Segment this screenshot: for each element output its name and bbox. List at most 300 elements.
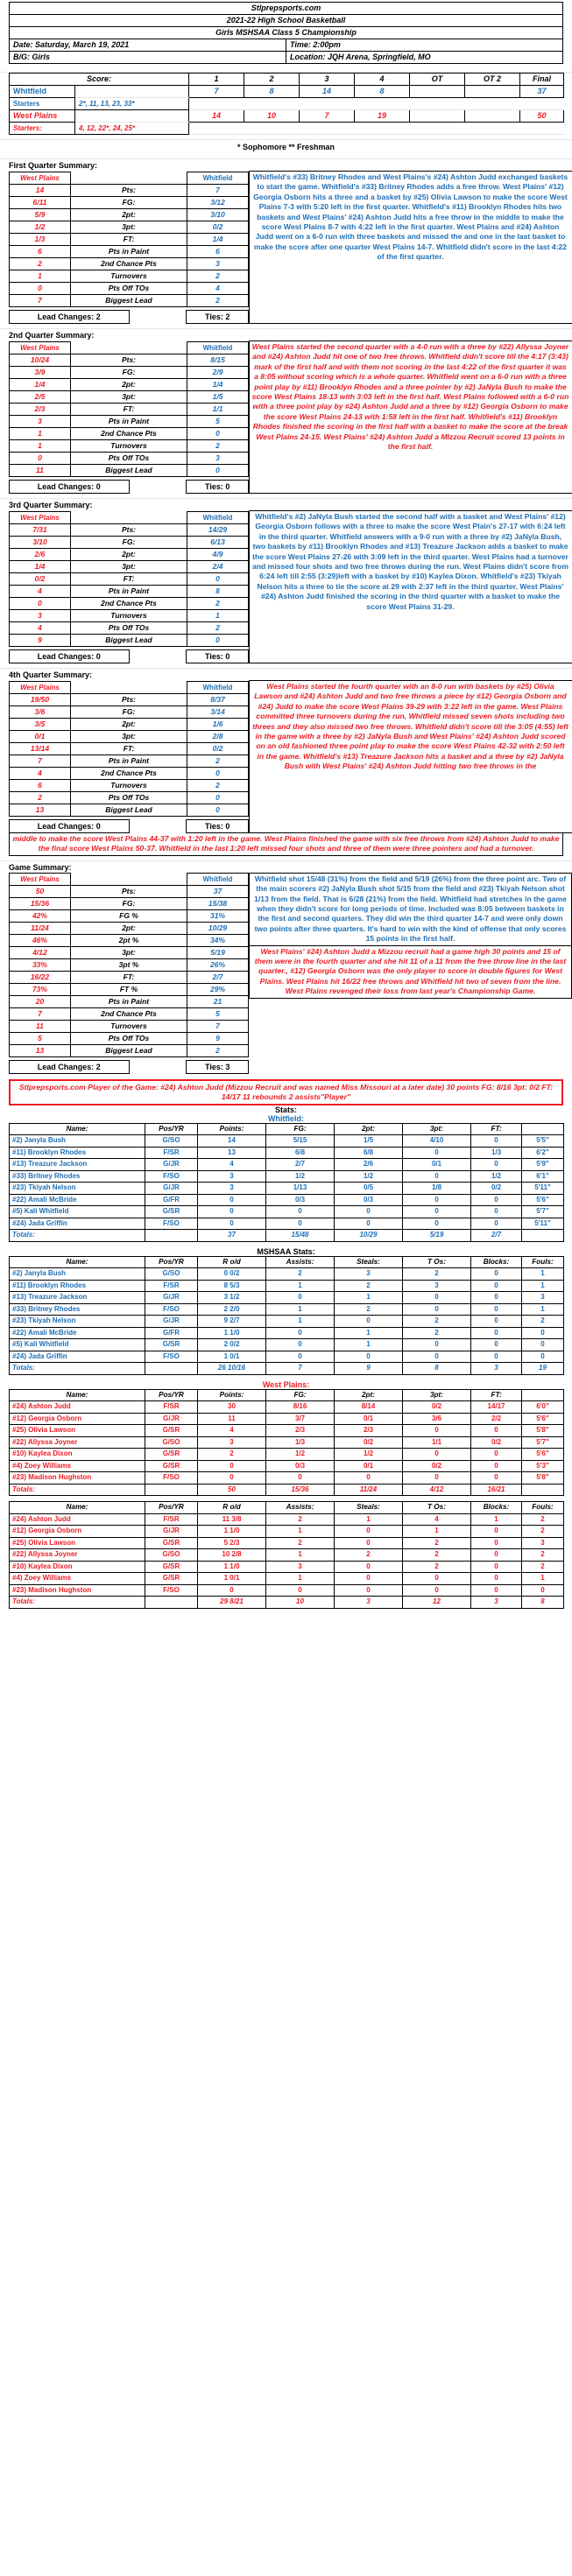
- cell-whitfield-box-table-1-p3: 0: [403, 1147, 471, 1159]
- cell-whitfield-box-table-6-fg: 0: [266, 1206, 335, 1218]
- table-row: [10, 1584, 564, 1597]
- gs-home-5: 5/19: [187, 946, 249, 958]
- stat-label-3-6: 2nd Chance Pts: [70, 767, 187, 779]
- cell-whitfield-box-table-7-name: #24) Jada Griffin: [10, 1218, 145, 1230]
- cell-whitfield-adv-table-7-pos: F/SO: [145, 1351, 198, 1363]
- cell-whitfield-box-table-3-ft: 1/2: [471, 1170, 522, 1183]
- empty-cell: [75, 110, 189, 123]
- cell-whitfield-adv-table-4-stl: 0: [335, 1316, 403, 1328]
- table-row: [10, 730, 249, 742]
- cell-westplains-box-table-1-p3: 3/6: [403, 1413, 471, 1425]
- table-row: [10, 922, 249, 934]
- whitfield-section-label: Whitfield:: [268, 1113, 304, 1123]
- table-row: [10, 885, 249, 897]
- table-row: [10, 208, 249, 221]
- gs-home-13: 2: [187, 1044, 249, 1056]
- gs-label-3: 2pt:: [70, 922, 187, 934]
- gs-label-5: 3pt:: [70, 946, 187, 958]
- stat-home-2-2: 4/9: [187, 548, 249, 560]
- whitfield-q1: 7: [189, 86, 244, 98]
- stat-label-2-3: 3pt:: [70, 560, 187, 572]
- cell-whitfield-box-table-0-ht: 5'5": [522, 1135, 564, 1148]
- cell-westplains-adv-table-1-ast: 1: [266, 1526, 335, 1538]
- stat-home-1-9: 0: [187, 464, 249, 476]
- lead-changes-2: Lead Changes: 0: [10, 649, 130, 663]
- cell-westplains-adv-table-4-reb: 1 1/0: [198, 1561, 266, 1573]
- cell-whitfield-adv-table-0-ast: 2: [266, 1268, 335, 1281]
- cell-westplains-adv-table-2-to: 2: [403, 1537, 471, 1549]
- stat-home-3-2: 1/6: [187, 718, 249, 730]
- quarter-stats-1: [9, 341, 249, 477]
- period-header-final: Final: [520, 74, 564, 86]
- table-row: [10, 415, 249, 427]
- table-row: [10, 1135, 564, 1148]
- away-header-2: West Plains: [10, 511, 71, 523]
- cell-whitfield-box-table-5-ht: 5'6": [522, 1194, 564, 1206]
- table-row: [10, 1316, 564, 1328]
- table-row: [10, 184, 249, 196]
- stat-away-0-3: 1/2: [10, 221, 71, 233]
- stat-label-1-7: Turnovers: [70, 439, 187, 452]
- cell-whitfield-box-table-0-pos: G/SO: [145, 1135, 198, 1148]
- cell-whitfield-adv-table-0-name: #2) Janyla Bush: [10, 1268, 145, 1281]
- quarter-narrative-2: Whitfield's #2) JaNyla Bush started the second half with a basket and West Plains' #12) Georgia Osborn follows with a three to make the score West Plain's 27-17 with 6:24 left in the third quarter. Whitfield answers with a 9-0 run with a three by #2) JaNyla Bush, two baskets by #11) Brooklyn Rhodes and #13) Treazure Jackson adds a basket to make the score West Plains 27-26 with 3:09 left in the third quarter. West Plains had a turnover and missed four shots and two free throws during the run. West Plains didn't score from 6:24 left till 2:55 (3:29)left with a basket by #10) Kaylea Dixon. Whitfield's #23) Tkiyah Nelson hits a three to tie the score at 29 with 2:37 left in the third quarter. West Plains' #24) Ashton Judd finished the scoring in the third quarter with a basket to make the score West Plains 31-29.: [249, 511, 572, 663]
- gs-away-5: 4/12: [10, 946, 71, 958]
- cell-westplains-box-table-3-p2: 0/2: [335, 1436, 403, 1449]
- table-row: [10, 233, 249, 245]
- cell-westplains-box-table-2-pos: G/SR: [145, 1425, 198, 1437]
- cell-whitfield-adv-table-2-to: 0: [403, 1292, 471, 1304]
- col-header-2: R o/d: [198, 1502, 266, 1514]
- cell-whitfield-box-table-3-pos: F/SO: [145, 1170, 198, 1183]
- table-row: [10, 705, 249, 718]
- stat-label-1-2: 2pt:: [70, 378, 187, 390]
- cell-whitfield-box-table-2-ft: 0: [471, 1159, 522, 1171]
- table-row: [10, 1449, 564, 1461]
- cell-westplains-adv-table-5-foul: 1: [522, 1573, 564, 1585]
- ties-2: Ties: 0: [187, 649, 249, 663]
- totals-westplains-adv-table-name: Totals:: [10, 1597, 145, 1609]
- stat-away-2-7: 3: [10, 609, 71, 621]
- table-row: [10, 1183, 564, 1195]
- empty-cell: [129, 819, 187, 832]
- stat-away-1-9: 11: [10, 464, 71, 476]
- cell-westplains-adv-table-2-foul: 3: [522, 1537, 564, 1549]
- table-row: [10, 196, 249, 208]
- cell-whitfield-box-table-4-name: #23) Tkiyah Nelson: [10, 1183, 145, 1195]
- col-header-6: Blocks:: [471, 1256, 522, 1268]
- stat-away-3-7: 6: [10, 779, 71, 791]
- stat-away-2-9: 9: [10, 634, 71, 646]
- game-time: Time: 2:00pm: [286, 39, 563, 52]
- stat-label-1-4: FT:: [70, 403, 187, 415]
- cell-westplains-adv-table-0-reb: 11 3/8: [198, 1513, 266, 1526]
- cell-westplains-adv-table-3-reb: 10 2/8: [198, 1549, 266, 1562]
- empty-cell: [75, 86, 189, 98]
- cell-whitfield-adv-table-3-pos: F/SO: [145, 1303, 198, 1316]
- cell-westplains-box-table-2-points: 4: [198, 1425, 266, 1437]
- stat-label-2-6: 2nd Chance Pts: [70, 597, 187, 609]
- totals-whitfield-adv-table-to: 8: [403, 1363, 471, 1375]
- table-row: [10, 621, 249, 634]
- stat-home-0-8: 4: [187, 282, 249, 294]
- stat-away-1-3: 2/5: [10, 390, 71, 403]
- stat-home-1-0: 8/15: [187, 354, 249, 366]
- cell-westplains-box-table-6-ft: 0: [471, 1472, 522, 1485]
- cell-whitfield-adv-table-5-reb: 1 1/0: [198, 1327, 266, 1339]
- stat-label-2-5: Pts in Paint: [70, 585, 187, 597]
- stat-away-1-5: 3: [10, 415, 71, 427]
- cell-whitfield-adv-table-2-name: #13) Treazure Jackson: [10, 1292, 145, 1304]
- cell-westplains-adv-table-1-foul: 2: [522, 1526, 564, 1538]
- table-row: [10, 1513, 564, 1526]
- stat-label-0-0: Pts:: [70, 184, 187, 196]
- quarter-stats-3: [9, 681, 249, 817]
- empty-cell: [70, 873, 187, 885]
- totals-westplains-box-table-fg: 15/36: [266, 1484, 335, 1496]
- cell-westplains-adv-table-1-pos: G/JR: [145, 1526, 198, 1538]
- cell-whitfield-box-table-6-p3: 0: [403, 1206, 471, 1218]
- stat-away-2-3: 1/4: [10, 560, 71, 572]
- cell-westplains-box-table-2-p3: 0: [403, 1425, 471, 1437]
- cell-whitfield-box-table-0-name: #2) Janyla Bush: [10, 1135, 145, 1148]
- cell-whitfield-adv-table-2-ast: 0: [266, 1292, 335, 1304]
- cell-whitfield-box-table-7-points: 0: [198, 1218, 266, 1230]
- cell-whitfield-adv-table-4-to: 2: [403, 1316, 471, 1328]
- cell-whitfield-box-table-5-p2: 0/3: [335, 1194, 403, 1206]
- cell-westplains-adv-table-2-pos: G/SR: [145, 1537, 198, 1549]
- cell-westplains-box-table-4-p2: 1/2: [335, 1449, 403, 1461]
- cell-whitfield-adv-table-4-pos: G/JR: [145, 1316, 198, 1328]
- home-header-2: Whitfield: [187, 511, 249, 523]
- table-row: [10, 779, 249, 791]
- box-score-tables: [0, 1123, 572, 1609]
- table-row: [10, 1401, 564, 1414]
- cell-westplains-adv-table-1-name: #12) Georgia Osborn: [10, 1526, 145, 1538]
- table-row: [10, 1425, 564, 1437]
- table-row: [10, 897, 249, 909]
- cell-westplains-box-table-5-ht: 5'3": [522, 1460, 564, 1472]
- cell-westplains-adv-table-3-foul: 2: [522, 1549, 564, 1562]
- cell-westplains-box-table-6-points: 0: [198, 1472, 266, 1485]
- cell-westplains-box-table-2-ft: 0: [471, 1425, 522, 1437]
- stat-away-0-7: 1: [10, 270, 71, 282]
- gs-home-6: 26%: [187, 958, 249, 971]
- gs-away-0: 50: [10, 885, 71, 897]
- quarter-narrative-tail-3: middle to make the score West Plains 44-37 with 1:20 left in the game. West Plains finished the game with six free throws from #24) Ashton Judd to make the final score West Plains 50-37. Whitfield in the last 1:20 left missed four shots and three of them were three pointers and had a turnover.: [9, 833, 563, 856]
- stat-home-0-2: 3/10: [187, 208, 249, 221]
- quarter-block-2: [9, 510, 572, 663]
- cell-whitfield-adv-table-4-foul: 2: [522, 1316, 564, 1328]
- home-header-1: Whitfield: [187, 341, 249, 354]
- cell-westplains-adv-table-5-stl: 0: [335, 1573, 403, 1585]
- table-row: [10, 366, 249, 378]
- cell-westplains-adv-table-4-ast: 3: [266, 1561, 335, 1573]
- cell-westplains-adv-table-6-name: #23) Madison Hughston: [10, 1584, 145, 1597]
- cell-westplains-adv-table-0-blk: 1: [471, 1513, 522, 1526]
- table-row: [10, 98, 564, 110]
- cell-whitfield-box-table-7-fg: 0: [266, 1218, 335, 1230]
- stat-away-0-0: 14: [10, 184, 71, 196]
- table-row: [10, 597, 249, 609]
- stat-label-3-5: Pts in Paint: [70, 755, 187, 767]
- cell-whitfield-adv-table-5-name: #22) Amali McBride: [10, 1327, 145, 1339]
- lead-changes-1: Lead Changes: 0: [10, 480, 130, 493]
- cell-westplains-adv-table-1-to: 1: [403, 1526, 471, 1538]
- totals-westplains-adv-table-blk: 3: [471, 1597, 522, 1609]
- cell-westplains-adv-table-4-name: #10) Kaylea Dixon: [10, 1561, 145, 1573]
- game-date: Date: Saturday, March 19, 2021: [10, 39, 286, 52]
- table-row: [10, 995, 249, 1007]
- mshsaa-stats-label: MSHSAA Stats:: [257, 1246, 315, 1256]
- cell-whitfield-box-table-0-p3: 4/10: [403, 1135, 471, 1148]
- cell-westplains-box-table-3-ht: 5'7": [522, 1436, 564, 1449]
- cell-whitfield-box-table-7-ht: 5'11": [522, 1218, 564, 1230]
- stat-home-3-1: 3/14: [187, 705, 249, 718]
- cell-whitfield-adv-table-3-name: #33) Britney Rhodes: [10, 1303, 145, 1316]
- stat-label-3-8: Pts Off TOs: [70, 791, 187, 804]
- cell-whitfield-adv-table-6-stl: 1: [335, 1339, 403, 1351]
- lead-changes-row-3: [9, 819, 249, 833]
- cell-whitfield-box-table-1-ht: 6'2": [522, 1147, 564, 1159]
- spacer-row: [0, 64, 572, 73]
- table-row: [10, 282, 249, 294]
- table-row: [10, 123, 564, 135]
- cell-whitfield-adv-table-1-name: #11) Brooklyn Rhodes: [10, 1280, 145, 1292]
- stat-away-1-6: 1: [10, 427, 71, 439]
- cell-whitfield-box-table-2-name: #13) Treazure Jackson: [10, 1159, 145, 1171]
- gs-label-9: Pts in Paint: [70, 995, 187, 1007]
- table-row: [10, 257, 249, 270]
- gs-away-4: 46%: [10, 934, 71, 946]
- cell-whitfield-adv-table-3-blk: 0: [471, 1303, 522, 1316]
- col-header-7: [522, 1123, 564, 1135]
- table-row: [10, 873, 249, 885]
- cell-westplains-box-table-6-p2: 0: [335, 1472, 403, 1485]
- cell-whitfield-box-table-6-pos: G/SR: [145, 1206, 198, 1218]
- cell-westplains-box-table-5-pos: G/SR: [145, 1460, 198, 1472]
- col-header-6: FT:: [471, 1123, 522, 1135]
- totals-westplains-box-table-name: Totals:: [10, 1484, 145, 1496]
- cell-whitfield-adv-table-1-blk: 0: [471, 1280, 522, 1292]
- empty-cell: [129, 649, 187, 663]
- game-summary-block: [9, 873, 572, 1074]
- col-header-7: Fouls:: [522, 1256, 564, 1268]
- stat-label-2-8: Pts Off TOs: [70, 621, 187, 634]
- cell-westplains-adv-table-6-to: 0: [403, 1584, 471, 1597]
- player-of-the-game: Stlprepsports.com Player of the Game: #24) Ashton Judd (Mizzou Recruit and was named Miss Missouri at a later date) 30 points FG: 8/16 3pt: 0/2 FT: 14/17 11 rebounds 2 assists"Player": [9, 1079, 563, 1106]
- cell-whitfield-box-table-5-pos: G/FR: [145, 1194, 198, 1206]
- stat-home-1-3: 1/5: [187, 390, 249, 403]
- table-row: [10, 86, 564, 98]
- cell-whitfield-box-table-5-name: #22) Amali McBride: [10, 1194, 145, 1206]
- cell-whitfield-adv-table-0-stl: 3: [335, 1268, 403, 1281]
- stat-label-3-0: Pts:: [70, 693, 187, 705]
- gs-away-12: 5: [10, 1032, 71, 1044]
- col-header-4: Steals:: [335, 1502, 403, 1514]
- quarter-title-0: First Quarter Summary:: [9, 161, 98, 170]
- cell-whitfield-adv-table-3-reb: 2 2/0: [198, 1303, 266, 1316]
- stat-label-3-9: Biggest Lead: [70, 804, 187, 816]
- cell-whitfield-adv-table-1-foul: 1: [522, 1280, 564, 1292]
- col-header-7: [522, 1389, 564, 1401]
- col-header-5: T Os:: [403, 1502, 471, 1514]
- table-row: [10, 983, 249, 995]
- cell-westplains-adv-table-2-name: #25) Olivia Lawson: [10, 1537, 145, 1549]
- cell-whitfield-box-table-1-fg: 6/8: [266, 1147, 335, 1159]
- table-row: [10, 354, 249, 366]
- totals-whitfield-box-table-ft: 2/7: [471, 1230, 522, 1242]
- quarter-narrative-3: West Plains started the fourth quarter with an 8-0 run with baskets by #25) Olivia Lawson and #24) Ashton Judd and two free throws a piece by #12) Georgia Osborn and #24) Judd to make the score West Plains 39-29 with 3:22 left in the game. West Plains committed three turnovers during the run, Whitfield missed seven shots including two threes and they also missed two free throws. Whitfield didn't score till the 3:05 (4:55) left in the game with a three by #2) JaNyla Bush and West Plains' #24) Ashton Judd scored on an old fashioned three point play to make the score West Plains 42-32 with 2:50 left in the game. Whitfield's #13) Treazure Jackson hits a basket and a three by #2) JaNyla Bush with West Plains' #24) Ashton Judd hitting two free throws in the: [249, 681, 572, 833]
- cell-westplains-adv-table-2-reb: 5 2/3: [198, 1537, 266, 1549]
- totals-whitfield-adv-table-stl: 9: [335, 1363, 403, 1375]
- table-row-totals: [10, 1597, 564, 1609]
- cell-westplains-adv-table-5-blk: 0: [471, 1573, 522, 1585]
- cell-westplains-box-table-4-pos: G/SR: [145, 1449, 198, 1461]
- quarter-summaries: [0, 159, 572, 861]
- table-row: [10, 221, 249, 233]
- game-narrative-whitfield: Whitfield shot 15/48 (31%) from the field and 5/19 (26%) from the three point arc. Two of the main scorers #2) JaNyla Bush shot 5/15 from the field and #23) Tkiyah Nelson shot 1/13 from the field. That is 6/28 (21%) from the field. Whitfield had stretches in the game when they didn't score for long periods of time. Included was 8:05 between baskets in the first and second quarters. They did win the third quarter 14-7 and were only down two points after three quarters. It's hard to win with the kind of offense that only scores 15 points in the first half.: [249, 873, 572, 945]
- team-name-westplains: West Plains: [10, 110, 75, 123]
- cell-whitfield-adv-table-2-stl: 1: [335, 1292, 403, 1304]
- stat-away-0-9: 7: [10, 294, 71, 306]
- cell-whitfield-adv-table-3-to: 0: [403, 1303, 471, 1316]
- stat-away-1-0: 10/24: [10, 354, 71, 366]
- empty-cell: [129, 310, 187, 323]
- cell-whitfield-adv-table-4-ast: 1: [266, 1316, 335, 1328]
- stat-away-0-8: 0: [10, 282, 71, 294]
- stat-home-2-1: 6/13: [187, 536, 249, 548]
- gs-away-8: 73%: [10, 983, 71, 995]
- score-label: Score:: [10, 74, 189, 86]
- stat-label-3-4: FT:: [70, 742, 187, 755]
- cell-whitfield-adv-table-2-reb: 3 1/2: [198, 1292, 266, 1304]
- whitfield-q3: 14: [300, 86, 355, 98]
- cell-whitfield-box-table-4-p2: 0/5: [335, 1183, 403, 1195]
- col-header-5: 3pt:: [403, 1389, 471, 1401]
- stat-away-3-6: 4: [10, 767, 71, 779]
- gs-label-7: FT:: [70, 971, 187, 983]
- empty-cell: [70, 172, 187, 184]
- table-row: [10, 427, 249, 439]
- cell-westplains-adv-table-6-reb: 0: [198, 1584, 266, 1597]
- table-row: [10, 341, 249, 354]
- gs-away-11: 11: [10, 1020, 71, 1032]
- cell-whitfield-box-table-4-p3: 1/8: [403, 1183, 471, 1195]
- gs-away-10: 7: [10, 1007, 71, 1020]
- table-row: [10, 791, 249, 804]
- stat-away-2-2: 2/6: [10, 548, 71, 560]
- gs-home-7: 2/7: [187, 971, 249, 983]
- table-header-row: [10, 1389, 564, 1401]
- cell-whitfield-adv-table-7-to: 0: [403, 1351, 471, 1363]
- gs-home-3: 10/29: [187, 922, 249, 934]
- cell-whitfield-box-table-4-ht: 5'11": [522, 1183, 564, 1195]
- cell-westplains-box-table-6-ht: 5'8": [522, 1472, 564, 1485]
- col-header-0: Name:: [10, 1389, 145, 1401]
- gs-home-4: 34%: [187, 934, 249, 946]
- col-header-0: Name:: [10, 1256, 145, 1268]
- totals-westplains-adv-table-ast: 10: [266, 1597, 335, 1609]
- col-header-5: T Os:: [403, 1256, 471, 1268]
- stat-home-0-7: 2: [187, 270, 249, 282]
- stat-label-0-7: Turnovers: [70, 270, 187, 282]
- table-row: [10, 909, 249, 922]
- table-row: [10, 523, 249, 536]
- cell-whitfield-adv-table-0-reb: 0 0/2: [198, 1268, 266, 1281]
- cell-whitfield-box-table-3-points: 3: [198, 1170, 266, 1183]
- stat-home-2-7: 1: [187, 609, 249, 621]
- cell-whitfield-box-table-5-ft: 0: [471, 1194, 522, 1206]
- cell-westplains-adv-table-4-blk: 0: [471, 1561, 522, 1573]
- stat-label-0-3: 3pt:: [70, 221, 187, 233]
- totals-westplains-adv-table-reb: 29 8/21: [198, 1597, 266, 1609]
- stat-away-0-4: 1/3: [10, 233, 71, 245]
- totals-westplains-box-table-ht: [522, 1484, 564, 1496]
- table-row: [10, 609, 249, 621]
- cell-whitfield-box-table-1-ft: 1/3: [471, 1147, 522, 1159]
- cell-westplains-adv-table-6-foul: 0: [522, 1584, 564, 1597]
- stat-label-0-6: 2nd Chance Pts: [70, 257, 187, 270]
- stat-home-2-8: 2: [187, 621, 249, 634]
- table-row: [10, 270, 249, 282]
- cell-whitfield-adv-table-4-name: #23) Tkiyah Nelson: [10, 1316, 145, 1328]
- stat-home-3-3: 2/8: [187, 730, 249, 742]
- stat-home-0-3: 0/2: [187, 221, 249, 233]
- season-title: 2021-22 High School Basketball: [10, 15, 563, 27]
- westplains-q4: 19: [355, 110, 410, 123]
- cell-whitfield-adv-table-5-foul: 0: [522, 1327, 564, 1339]
- gs-label-1: FG:: [70, 897, 187, 909]
- stat-away-2-6: 0: [10, 597, 71, 609]
- table-row: [10, 1537, 564, 1549]
- cell-westplains-adv-table-4-stl: 0: [335, 1561, 403, 1573]
- table-row: [10, 1020, 249, 1032]
- table-row: [10, 403, 249, 415]
- stat-label-0-9: Biggest Lead: [70, 294, 187, 306]
- totals-whitfield-adv-table-blk: 3: [471, 1363, 522, 1375]
- whitfield-ot: [410, 86, 465, 98]
- cell-whitfield-adv-table-5-blk: 0: [471, 1327, 522, 1339]
- document-header: [9, 2, 563, 64]
- stat-label-2-4: FT:: [70, 572, 187, 585]
- totals-whitfield-adv-table-reb: 26 10/16: [198, 1363, 266, 1375]
- cell-westplains-adv-table-2-stl: 0: [335, 1537, 403, 1549]
- col-header-5: 3pt:: [403, 1123, 471, 1135]
- stat-home-2-6: 2: [187, 597, 249, 609]
- gs-away-9: 20: [10, 995, 71, 1007]
- cell-whitfield-box-table-1-points: 13: [198, 1147, 266, 1159]
- cell-westplains-box-table-0-points: 30: [198, 1401, 266, 1414]
- cell-westplains-adv-table-5-to: 0: [403, 1573, 471, 1585]
- cell-westplains-adv-table-4-foul: 2: [522, 1561, 564, 1573]
- cell-westplains-adv-table-0-stl: 1: [335, 1513, 403, 1526]
- cell-westplains-box-table-1-fg: 3/7: [266, 1413, 335, 1425]
- lead-changes-row-0: [9, 310, 249, 324]
- col-header-4: 2pt:: [335, 1389, 403, 1401]
- table-row: [10, 634, 249, 646]
- cell-westplains-adv-table-3-ast: 1: [266, 1549, 335, 1562]
- totals-whitfield-adv-table-pos: [145, 1363, 198, 1375]
- cell-whitfield-box-table-2-ht: 5'9": [522, 1159, 564, 1171]
- cell-westplains-box-table-2-fg: 2/3: [266, 1425, 335, 1437]
- col-header-3: FG:: [266, 1389, 335, 1401]
- cell-westplains-box-table-3-points: 3: [198, 1436, 266, 1449]
- cell-whitfield-box-table-2-p3: 0/1: [403, 1159, 471, 1171]
- stat-label-2-7: Turnovers: [70, 609, 187, 621]
- cell-whitfield-adv-table-6-name: #5) Kali Whitfield: [10, 1339, 145, 1351]
- cell-whitfield-box-table-5-fg: 0/3: [266, 1194, 335, 1206]
